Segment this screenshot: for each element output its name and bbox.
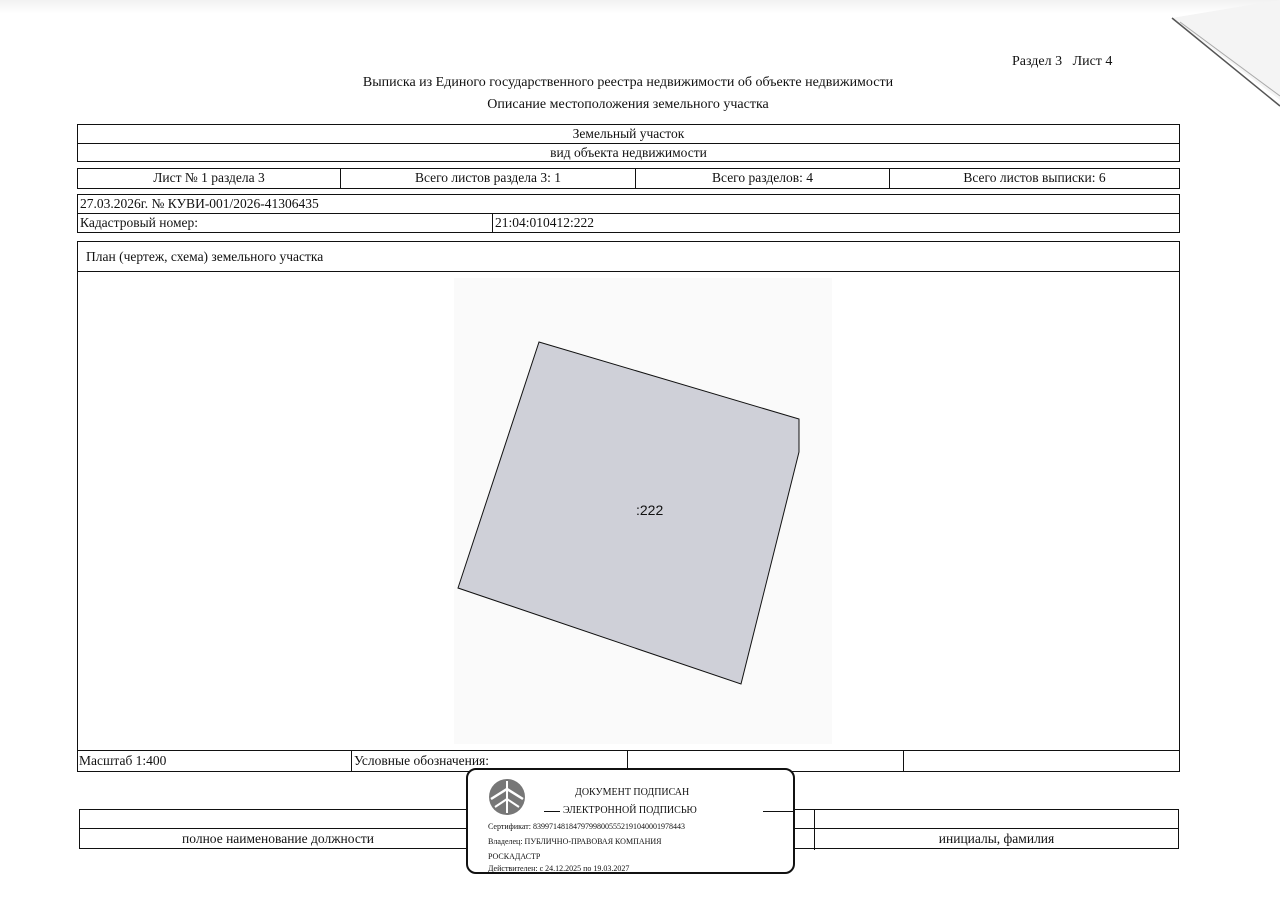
e-signature-stamp	[466, 768, 795, 874]
sheet-number: Лист № 1 раздела 3	[153, 170, 265, 185]
plan-scale: Масштаб 1:400	[79, 753, 167, 768]
stamp-validity: Действителен: с 24.12.2025 по 19.03.2027	[488, 864, 630, 873]
stamp-line-1: ДОКУМЕНТ ПОДПИСАН	[575, 787, 690, 798]
parcel-polygon	[458, 342, 799, 684]
stamp-line-2: ЭЛЕКТРОННОЙ ПОДПИСЬЮ	[563, 805, 697, 816]
stamp-certificate: Сертификат: 83997148184797998005552191040001978443	[488, 822, 685, 831]
record-date-number: 27.03.2026г. № КУВИ-001/2026-41306435	[80, 196, 319, 211]
legend-label: Условные обозначения:	[351, 751, 627, 771]
extract-sheets-total: Всего листов выписки: 6	[889, 169, 1179, 188]
document-subtitle: Описание местоположения земельного участка	[487, 97, 769, 112]
plan-table	[77, 241, 1180, 772]
scan-edge	[0, 0, 1280, 14]
section-sheet-ref: Раздел 3 Лист 4	[1012, 54, 1113, 69]
parcel-label: :222	[636, 502, 664, 518]
plan-title: План (чертеж, схема) земельного участка	[86, 249, 324, 264]
name-caption: инициалы, фамилия	[814, 829, 1178, 850]
stamp-owner: Владелец: ПУБЛИЧНО-ПРАВОВАЯ КОМПАНИЯ	[488, 837, 662, 846]
sections-total: Всего разделов: 4	[635, 169, 889, 188]
roskadastr-emblem-icon	[487, 777, 527, 817]
document-title: Выписка из Единого государственного реестра недвижимости об объекте недвижимости	[362, 75, 894, 90]
stamp-rule-2	[763, 811, 793, 812]
cadastral-label: Кадастровый номер:	[80, 215, 199, 230]
stamp-rule-1	[544, 811, 560, 812]
object-name: Земельный участок	[572, 126, 685, 141]
record-table	[77, 194, 1180, 233]
stamp-owner-cont: РОСКАДАСТР	[488, 852, 541, 861]
legend-cell-empty-2	[903, 751, 1179, 771]
sheet-info-table	[77, 168, 1180, 189]
cadastral-number: 21:04:010412:222	[492, 214, 1179, 232]
plan-drawing-area	[78, 271, 1179, 751]
object-kind-caption: вид объекта недвижимости	[78, 143, 1179, 161]
object-kind-table	[77, 124, 1180, 162]
parcel-plan	[78, 272, 1179, 754]
position-caption: полное наименование должности	[182, 831, 374, 846]
cadastral-row	[78, 213, 1179, 232]
signature-divider	[814, 810, 815, 828]
section-sheets-total: Всего листов раздела 3: 1	[340, 169, 635, 188]
